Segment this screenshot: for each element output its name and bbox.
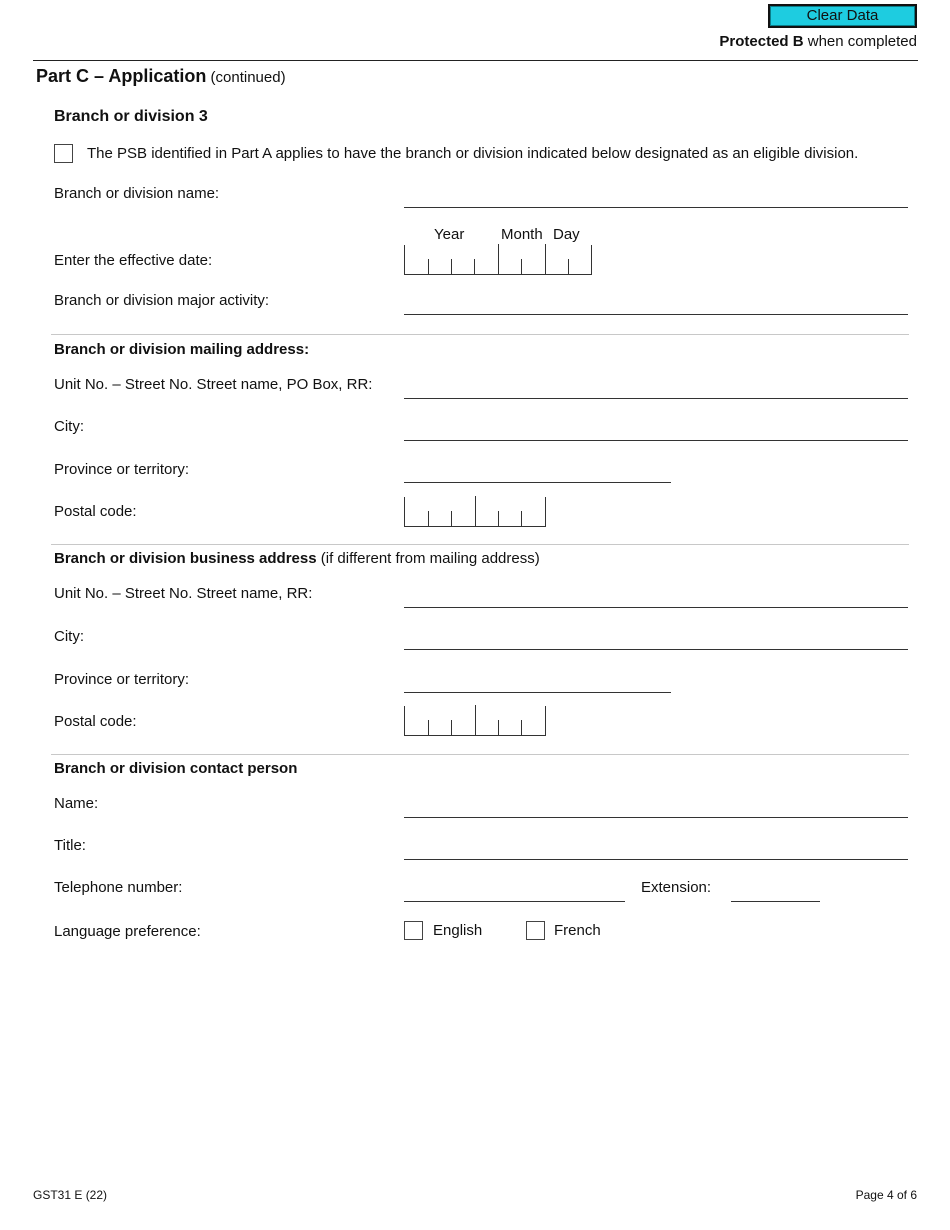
date-month-header: Month	[501, 226, 543, 243]
mailing-city-label: City:	[54, 418, 84, 435]
major-activity-input[interactable]	[404, 314, 908, 315]
business-province-label: Province or territory:	[54, 671, 190, 688]
language-label: Language preference:	[54, 923, 201, 940]
page-number: Page 4 of 6	[855, 1188, 917, 1202]
protected-level: Protected B	[719, 33, 804, 50]
date-day-header: Day	[553, 226, 580, 243]
business-street-label: Unit No. – Street No. Street name, RR:	[54, 585, 313, 602]
contact-title-input[interactable]	[404, 859, 908, 860]
business-street-input[interactable]	[404, 607, 908, 608]
mailing-street-input[interactable]	[404, 398, 908, 399]
business-heading-note: (if different from mailing address)	[316, 550, 540, 567]
protected-suffix: when completed	[803, 33, 917, 50]
business-heading	[54, 550, 540, 567]
branch-name-label: Branch or division name:	[54, 185, 220, 202]
major-activity-label: Branch or division major activity:	[54, 292, 270, 309]
telephone-label: Telephone number:	[54, 879, 183, 896]
mailing-city-input[interactable]	[404, 440, 908, 441]
english-checkbox[interactable]	[404, 921, 423, 940]
designation-checkbox[interactable]	[54, 144, 73, 163]
telephone-input[interactable]	[404, 901, 625, 902]
contact-heading: Branch or division contact person	[54, 760, 298, 777]
mailing-postal-input[interactable]	[404, 497, 546, 527]
contact-name-label: Name:	[54, 795, 99, 812]
section-divider	[51, 754, 909, 755]
business-city-label: City:	[54, 628, 84, 645]
section-divider	[51, 544, 909, 545]
form-id: GST31 E (22)	[33, 1188, 108, 1202]
mailing-heading: Branch or division mailing address:	[54, 341, 310, 358]
part-title-text: Part C – Application	[36, 66, 207, 86]
mailing-province-input[interactable]	[404, 482, 671, 483]
extension-input[interactable]	[731, 901, 820, 902]
header-divider	[33, 60, 918, 61]
protected-notice	[719, 33, 917, 50]
part-title	[36, 66, 286, 87]
business-city-input[interactable]	[404, 649, 908, 650]
french-label: French	[554, 922, 601, 939]
french-checkbox[interactable]	[526, 921, 545, 940]
mailing-street-label: Unit No. – Street No. Street name, PO Box, RR:	[54, 376, 373, 393]
business-postal-label: Postal code:	[54, 713, 137, 730]
business-postal-input[interactable]	[404, 706, 546, 736]
contact-name-input[interactable]	[404, 817, 908, 818]
effective-date-label: Enter the effective date:	[54, 252, 213, 269]
mailing-province-label: Province or territory:	[54, 461, 190, 478]
english-label: English	[433, 922, 483, 939]
branch-heading: Branch or division 3	[54, 108, 208, 125]
business-heading-bold: Branch or division business address	[54, 550, 317, 567]
branch-name-input[interactable]	[404, 207, 908, 208]
date-year-header: Year	[434, 226, 465, 243]
part-continued: (continued)	[210, 69, 286, 86]
mailing-postal-label: Postal code:	[54, 503, 137, 520]
section-divider	[51, 334, 909, 335]
designation-text: The PSB identified in Part A applies to have the branch or division indicated below designated as an eligible division.	[87, 145, 859, 162]
contact-title-label: Title:	[54, 837, 86, 854]
clear-data-button[interactable]: Clear Data	[768, 4, 917, 28]
effective-date-input[interactable]	[404, 245, 592, 275]
extension-label: Extension:	[641, 879, 712, 896]
business-province-input[interactable]	[404, 692, 671, 693]
